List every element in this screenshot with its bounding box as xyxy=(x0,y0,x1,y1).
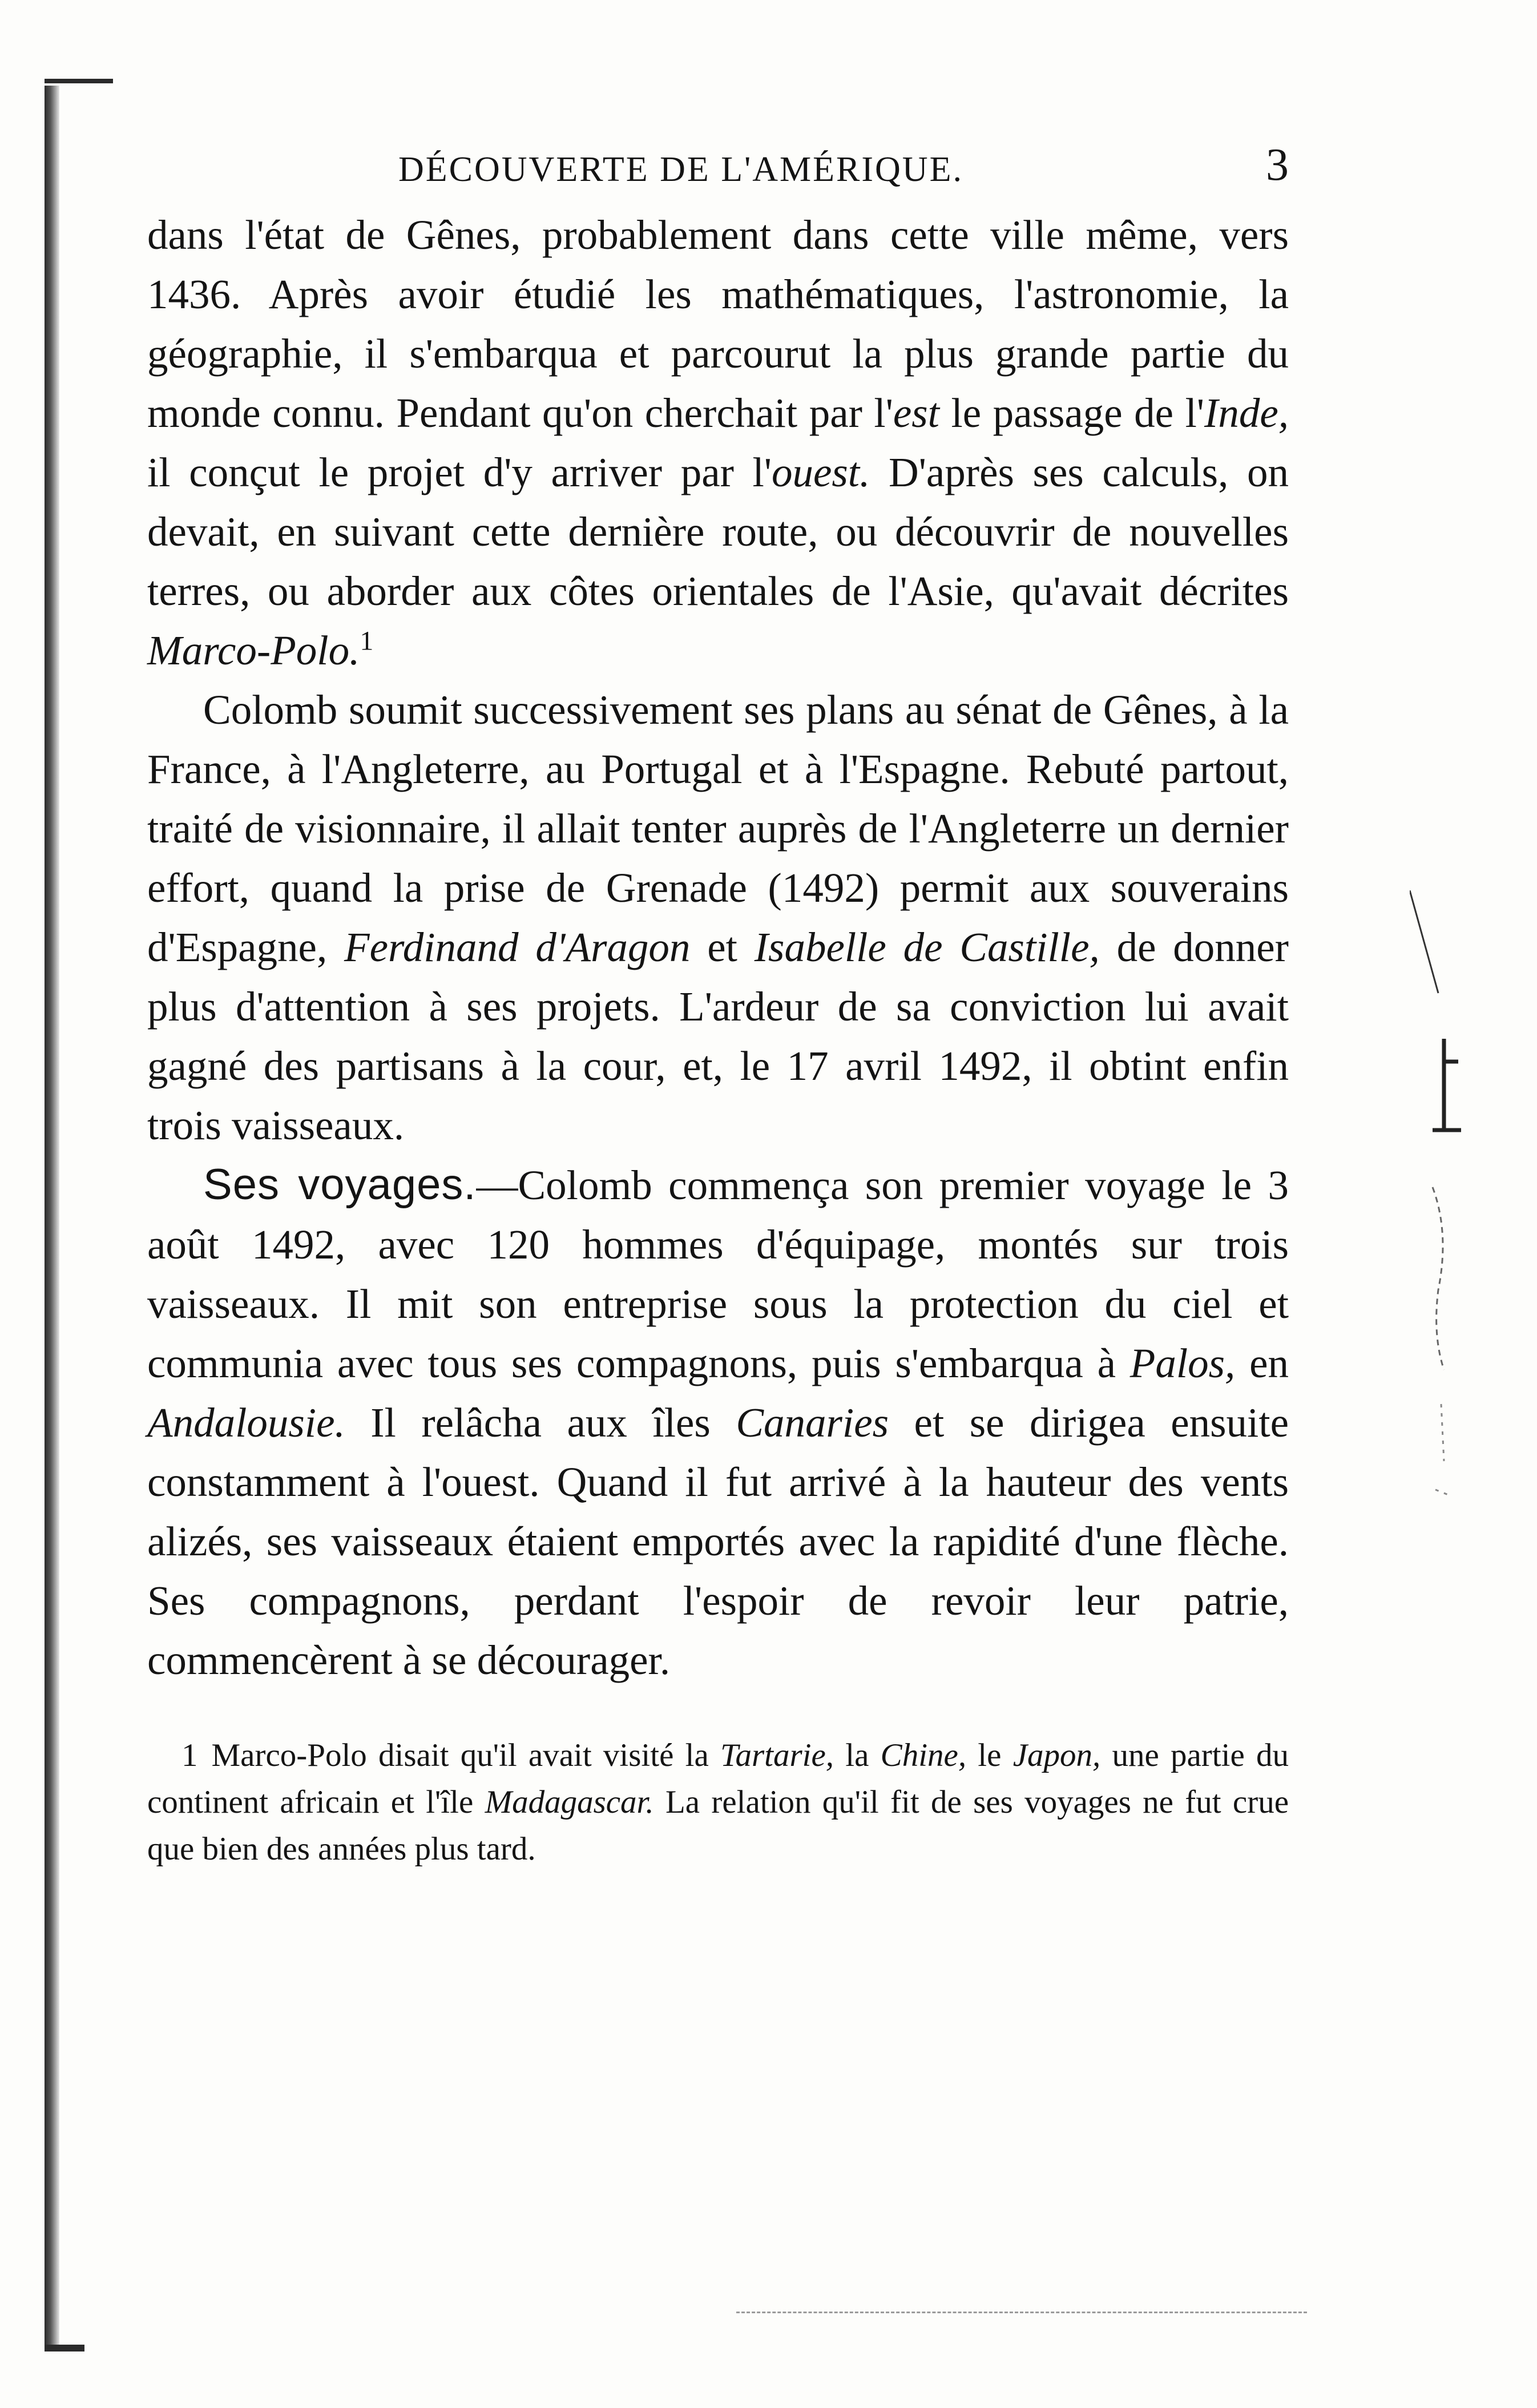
margin-faint-marks xyxy=(1435,1404,1450,1495)
margin-bracket-mark xyxy=(1433,1039,1461,1130)
text-run: et se dirigea ensuite constamment à l'ouest. Quand il fut arrivé à la hauteur des vents alizés, ses vaisseaux étaient emportés avec la rapidité d'une flèche. Ses compagnons, perdant l'espoir de revoir leur patrie, commencèrent à se décourager. xyxy=(147,1399,1289,1683)
binding-edge-bottom xyxy=(45,2345,84,2351)
italic-term: Tartarie, xyxy=(720,1737,834,1773)
text-run: une partie du continent africain et l'île xyxy=(147,1737,1289,1820)
binding-edge xyxy=(45,86,59,2346)
text-run: —Colomb commença son premier voyage le 3 août 1492, avec 120 hommes d'équipage, montés sur trois vaisseaux. Il mit son entreprise sous la protection du ciel et communia avec tous ses compagnons, puis s'embarqua à xyxy=(147,1162,1289,1386)
margin-dotted-trace xyxy=(1433,1187,1444,1370)
running-title: DÉCOUVERTE DE L'AMÉRIQUE. xyxy=(398,150,963,189)
text-run: et xyxy=(690,924,755,970)
italic-term: Ferdinand d'Aragon xyxy=(344,924,691,970)
italic-term: Marco-Polo. xyxy=(147,627,360,673)
section-heading: Ses voyages. xyxy=(203,1160,477,1209)
bottom-dashed-rule xyxy=(736,2312,1307,2315)
text-run: la xyxy=(834,1737,881,1773)
italic-term: est xyxy=(893,390,939,436)
page-number: 3 xyxy=(1266,140,1289,190)
paragraph-proposals xyxy=(147,680,1289,1155)
italic-term: Canaries xyxy=(736,1399,889,1446)
book-page xyxy=(147,137,1289,1873)
text-run: La relation qu'il fit de ses voyages ne fut crue que bien des années plus tard. xyxy=(147,1784,1289,1867)
text-run: le xyxy=(966,1737,1013,1773)
running-head xyxy=(147,137,1289,200)
footnote-reference: 1 xyxy=(360,626,374,656)
italic-term: Madagascar. xyxy=(485,1784,654,1820)
text-run: D'après ses calculs, on devait, en suivant cette dernière route, ou découvrir de nouvelles terres, ou aborder aux côtes orientales de l'Asie, qu'avait décrites xyxy=(147,449,1289,614)
text-run: Colomb soumit successivement ses plans au sénat de Gênes, à la France, à l'Angleterre, au Portugal et à l'Espagne. Rebuté partout, traité de visionnaire, il allait tenter auprès de l'Angleterre un dernier effort, quand la prise de Grenade (1492) permit aux souverains d'Espagne, xyxy=(147,687,1289,970)
text-run: de donner plus d'attention à ses projets. L'ardeur de sa conviction lui avait gagné des partisans à la cour, et, le 17 avril 1492, il obtint enfin trois vaisseaux. xyxy=(147,924,1289,1148)
text-run: dans l'état de Gênes, probablement dans cette ville même, vers 1436. Après avoir étudié les mathématiques, l'astronomie, la géographie, il s'embarqua et parcourut la plus grande partie du monde connu. Pendant qu'on cherchait par l' xyxy=(147,212,1289,436)
text-run: en xyxy=(1235,1340,1289,1386)
paragraph-voyages xyxy=(147,1155,1289,1690)
footnote-number: 1 xyxy=(181,1737,198,1773)
body-text xyxy=(147,205,1289,1690)
binding-edge-top xyxy=(45,79,113,83)
italic-term: Palos, xyxy=(1129,1340,1236,1386)
paragraph-birth-and-plan xyxy=(147,205,1289,680)
text-run: le passage de l' xyxy=(939,390,1205,436)
italic-term: Isabelle de Castille, xyxy=(754,924,1100,970)
text-run: il conçut le projet d'y arriver par l' xyxy=(147,449,772,495)
italic-term: Inde, xyxy=(1204,390,1289,436)
footnote xyxy=(147,1732,1289,1873)
italic-term: Andalousie. xyxy=(147,1399,345,1446)
text-run: Marco-Polo disait qu'il avait visité la xyxy=(211,1737,720,1773)
italic-term: ouest. xyxy=(772,449,870,495)
margin-slash-mark xyxy=(1410,890,1438,993)
italic-term: Japon, xyxy=(1012,1737,1101,1773)
margin-scan-marks xyxy=(1410,890,1490,1861)
italic-term: Chine, xyxy=(880,1737,967,1773)
text-run: Il relâcha aux îles xyxy=(345,1399,736,1446)
